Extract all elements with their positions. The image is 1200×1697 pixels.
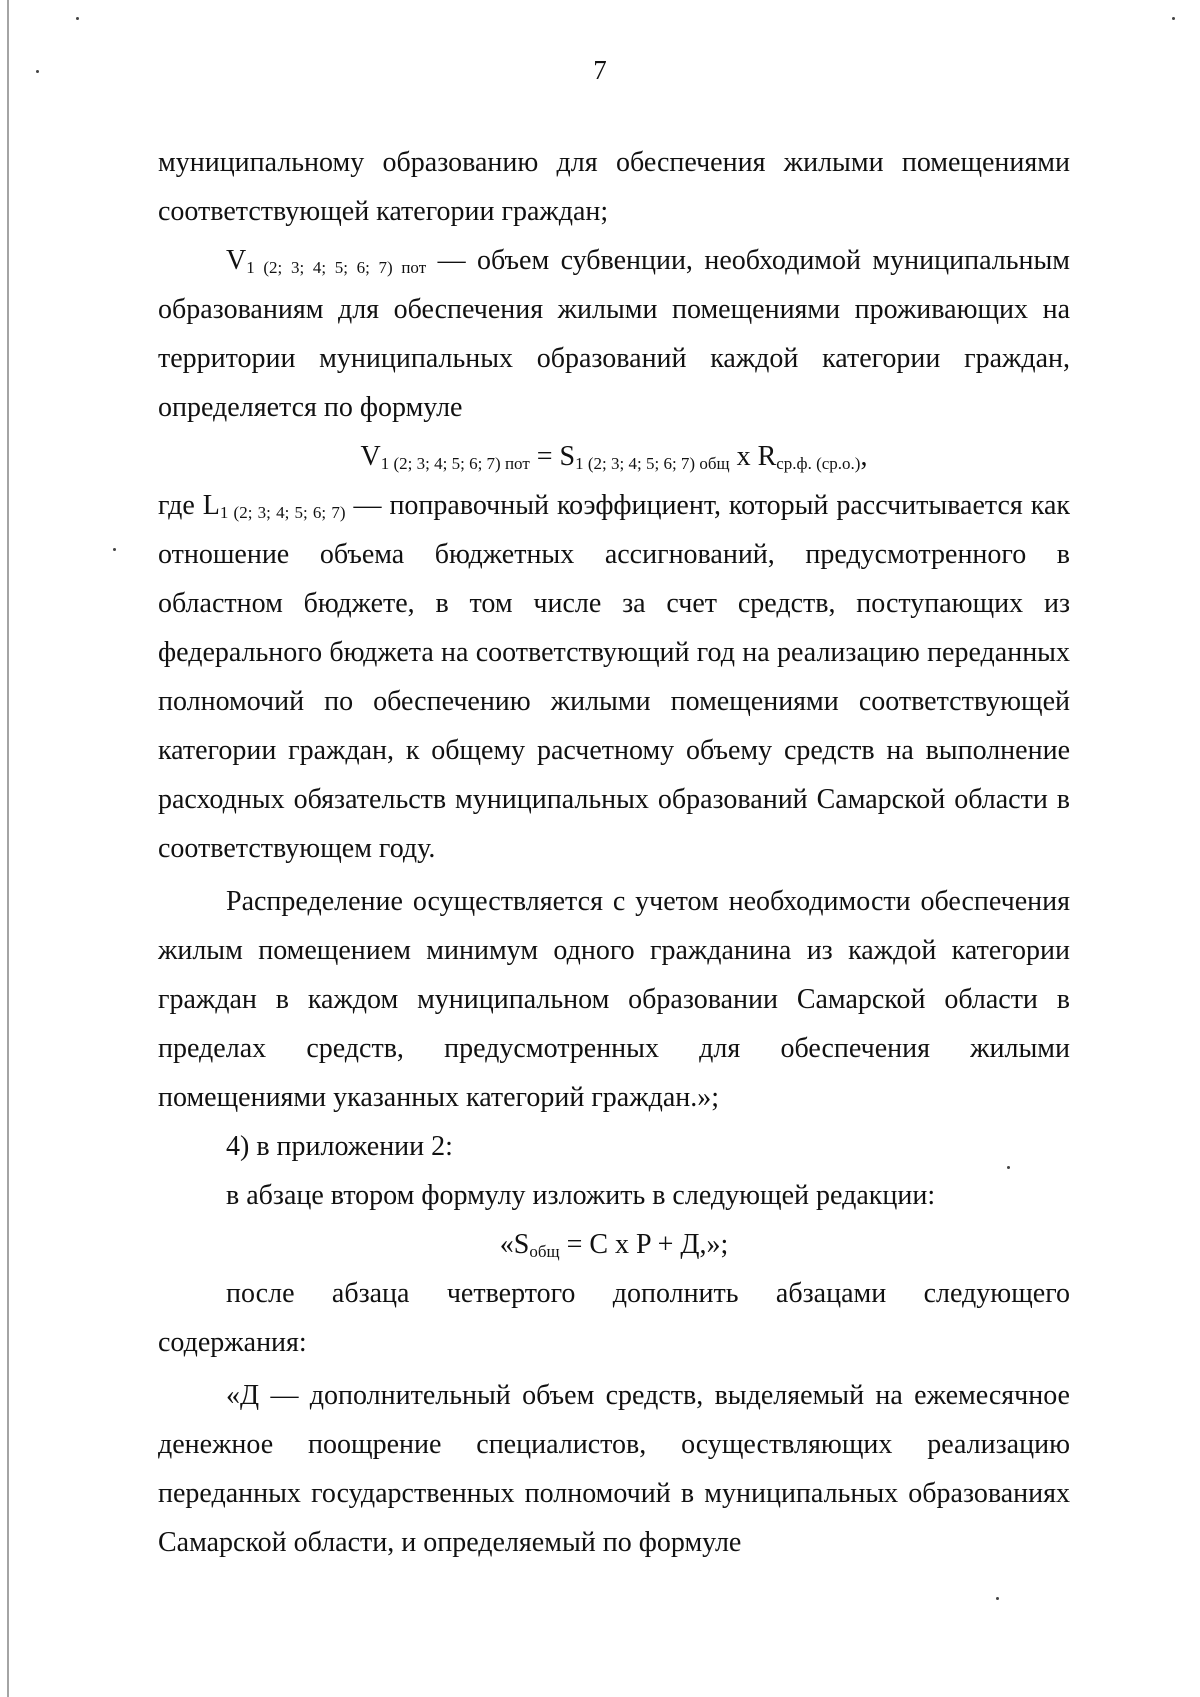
paragraph-distribution: Распределение осуществляется с учетом необходимости обеспечения жилым помещением минимум одного гражданина из каждой категории граждан в каждом муниципальном образовании Самарской области в пределах средств, предусмотренных для обеспечения жилыми помещениями указанных категорий граждан.»; bbox=[158, 886, 1070, 1113]
paragraph-instruction: в абзаце втором формулу изложить в следующей редакции: bbox=[226, 1180, 936, 1211]
document-body bbox=[158, 138, 1070, 1567]
paragraph-coefficient: где $L_{1 (2; 3; 4; 5; 6; 7)}$ — поправочный коэффициент, который рассчитывается как отношение объема бюджетных ассигнований, предусмотренного в областном бюджете, в том числе за счет средств, поступающих из федерального бюджета на соответствующий год на реализацию переданных полномочий по обеспечению жилыми помещениями соответствующей категории граждан, к общему расчетному объему средств на выполнение расходных обязательств муниципальных образований Самарской области в соответствующем году. bbox=[158, 490, 1070, 864]
paragraph: муниципальному образованию для обеспечения жилыми помещениями соответствующей категории граждан; bbox=[158, 147, 1070, 227]
scan-speck bbox=[76, 17, 79, 20]
scan-speck bbox=[1172, 17, 1175, 20]
scan-margin-line bbox=[7, 0, 9, 1697]
formula-volume: $V_{1 (2; 3; 4; 5; 6; 7) пот} = S_{1 (2; 3; 4; 5; 6; 7) общ}$ x $R_{ср.ф. (ср.о.)}$, bbox=[360, 441, 868, 473]
paragraph-addition: после абзаца четвертого дополнить абзацами следующего содержания: bbox=[158, 1278, 1070, 1358]
paragraph-definition-d: «Д — дополнительный объем средств, выделяемый на ежемесячное денежное поощрение специалистов, осуществляющих реализацию переданных государственных полномочий в муниципальных образованиях Самарской области, и определяемый по формуле bbox=[158, 1380, 1070, 1558]
scan-speck bbox=[996, 1597, 999, 1600]
paragraph-appendix-item: 4) в приложении 2: bbox=[226, 1131, 453, 1162]
scan-speck bbox=[113, 548, 116, 551]
paragraph-volume-definition: $V_{1 (2; 3; 4; 5; 6; 7) пот}$ — объем субвенции, необходимой муниципальным образованиям для обеспечения жилыми помещениями проживающих на территории муниципальных образований каждой категории граждан, определяется по формуле bbox=[158, 245, 1070, 423]
formula-total: «$S_{общ} = C$ x P + Д,»; bbox=[499, 1229, 729, 1261]
page-number: 7 bbox=[593, 55, 607, 85]
